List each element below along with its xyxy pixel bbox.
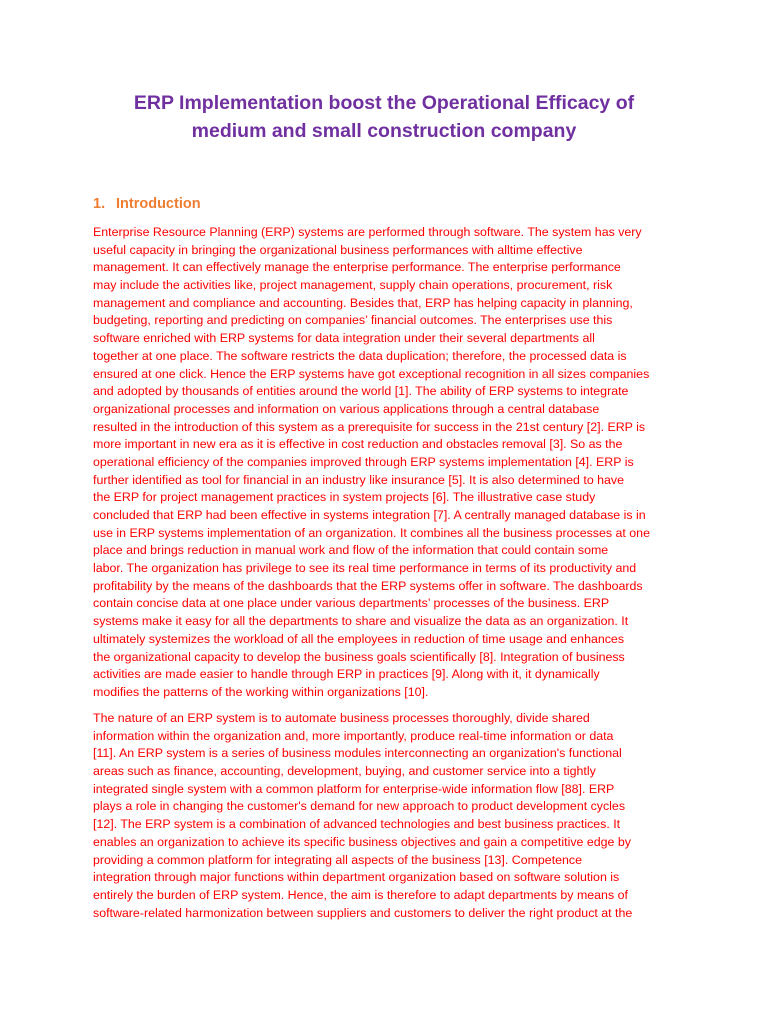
paragraph-line: modifies the patterns of the working within organizations [10]. (93, 684, 429, 699)
paragraph-line: use in ERP systems implementation of an organization. It combines all the business processes at one (93, 525, 650, 540)
paragraph-line: [11]. An ERP system is a series of business modules interconnecting an organization's functional (93, 746, 622, 761)
paragraph-line: plays a role in changing the customer's demand for new approach to product development cycles (93, 799, 626, 814)
paragraph-line: concluded that ERP had been effective in systems integration [7]. A centrally managed database is in (93, 508, 646, 522)
paragraph-line: management. It can effectively manage the enterprise performance. The enterprise performance (93, 260, 621, 275)
title-line-2: medium and small construction company (191, 120, 577, 142)
document-title (60, 89, 708, 145)
paragraph-line: labor. The organization has privilege to see its real time performance in terms of its productivity and (93, 561, 637, 576)
paragraph-line: [12]. The ERP system is a combination of advanced technologies and best business practices. It (93, 817, 621, 832)
paragraph-line: profitability by the means of the dashboards that the ERP systems offer in software. The dashboards (93, 578, 643, 593)
paragraph-line: software enriched with ERP systems for data integration under their several departments all (93, 331, 595, 346)
paragraph-line: more important in new era as it is effective in cost reduction and obstacles removal [3]. So as the (93, 437, 623, 452)
paragraph-line: useful capacity in bringing the organizational business performances with alltime effective (93, 242, 583, 257)
paragraph-line: activities are made easier to handle through ERP in practices [9]. Along with it, it dynamically (93, 667, 600, 682)
paragraph-line: providing a common platform for integrating all aspects of the business [13]. Competence (93, 852, 583, 867)
section-number: 1. (93, 196, 106, 212)
paragraph-line: Enterprise Resource Planning (ERP) systems are performed through software. The system has very (93, 225, 642, 239)
paragraph-line: the ERP for project management practices in system projects [6]. The illustrative case study (93, 490, 596, 505)
paragraph-line: further identified as tool for financial in an industry like insurance [5]. It is also determined to have (93, 472, 625, 487)
paragraph-line: software-related harmonization between suppliers and customers to deliver the right product at the (93, 905, 633, 920)
paragraph-line: and adopted by thousands of entities around the world [1]. The ability of ERP systems to integrate (93, 384, 629, 399)
paragraph-line: integration through major functions within department organization based on software solution is (93, 870, 620, 885)
paragraph-line: budgeting, reporting and predicting on companies’ financial outcomes. The enterprises use this (93, 313, 613, 328)
paragraph-1 (93, 224, 683, 702)
paragraph-line: information within the organization and, more importantly, produce real-time information or data (93, 728, 614, 743)
paragraph-line: together at one place. The software restricts the data duplication; therefore, the processed data is (93, 348, 627, 363)
paragraph-line: areas such as finance, accounting, development, buying, and customer service into a tightly (93, 764, 596, 779)
paragraph-line: The nature of an ERP system is to automate business processes thoroughly, divide shared (93, 711, 590, 725)
paragraph-line: systems make it easy for all the departments to share and visualize the data as an organization. It (93, 614, 629, 629)
paragraph-line: ensured at one click. Hence the ERP systems have got exceptional recognition in all sizes companies (93, 366, 650, 381)
title-line-1: ERP Implementation boost the Operational Efficacy of (133, 92, 635, 114)
paragraph-line: resulted in the introduction of this system as a prerequisite for success in the 21st century [2]. ERP is (93, 419, 646, 434)
paragraph-line: integrated single system with a common platform for enterprise-wide information flow [88]. ERP (93, 781, 615, 796)
paragraph-line: entirely the burden of ERP system. Hence, the aim is therefore to adapt departments by means of (93, 887, 628, 902)
paragraph-line: organizational processes and information on various applications through a central database (93, 401, 600, 416)
section-heading (93, 193, 201, 215)
paragraph-line: ultimately systemizes the workload of all the employees in reduction of time usage and enhances (93, 631, 625, 646)
paragraph-2 (93, 710, 683, 922)
section-title: Introduction (116, 196, 201, 212)
paragraph-line: may include the activities like, project management, supply chain operations, procurement, risk (93, 278, 613, 293)
paragraph-line: the organizational capacity to develop the business goals scientifically [8]. Integration of business (93, 649, 625, 664)
paragraph-line: operational efficiency of the companies improved through ERP systems implementation [4]. ERP is (93, 454, 634, 469)
paragraph-line: enables an organization to achieve its specific business objectives and gain a competitive edge by (93, 834, 631, 849)
paragraph-line: place and brings reduction in manual work and flow of the information that could contain some (93, 543, 609, 558)
paragraph-line: contain concise data at one place under various departments’ processes of the business. ERP (93, 596, 610, 611)
paragraph-line: management and compliance and accounting. Besides that, ERP has helping capacity in planning, (93, 295, 633, 310)
